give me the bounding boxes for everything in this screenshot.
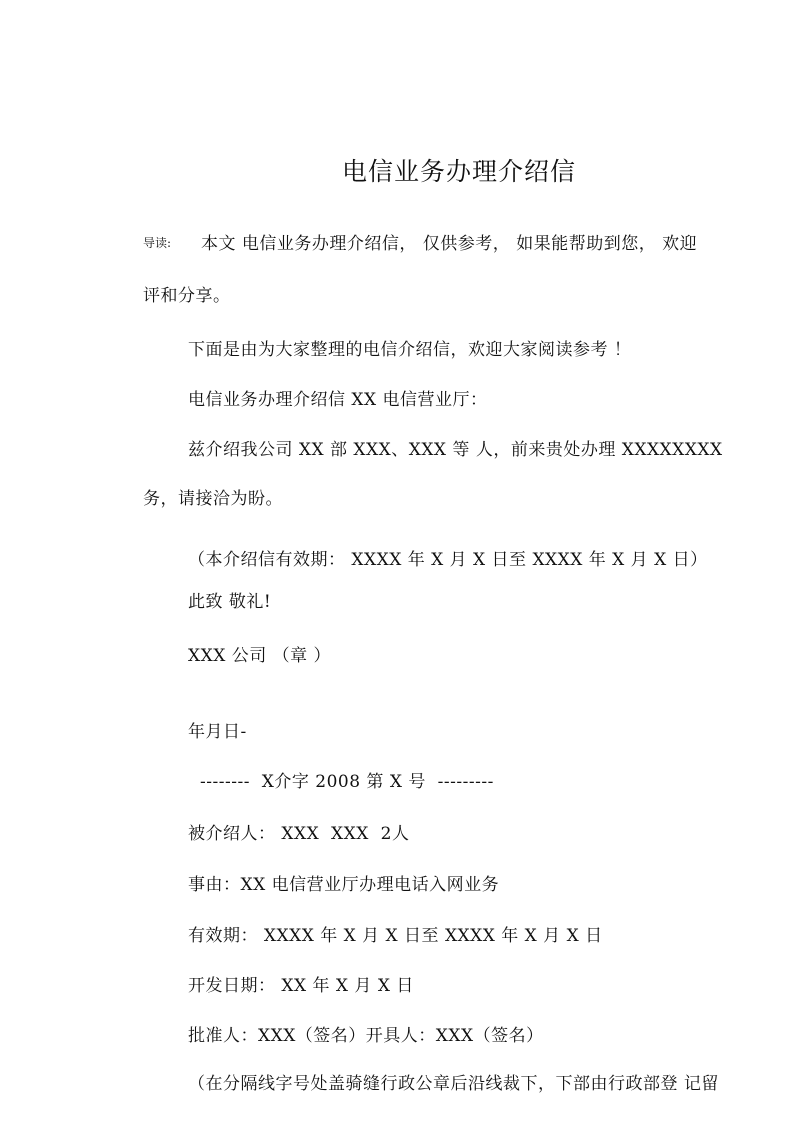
paragraph-line: 兹介绍我公司 XX 部 XXX、XXX 等 人，前来贵处办理 XXXXXXXX — [188, 440, 723, 460]
paragraph-line: 下面是由为大家整理的电信介绍信，欢迎大家阅读参考 ！ — [188, 340, 632, 360]
paragraph-line: 有效期： XXXX 年 X 月 X 日至 XXXX 年 X 月 X 日 — [188, 926, 603, 946]
paragraph-line: 被介绍人： XXX XXX 2人 — [188, 824, 410, 844]
paragraph-line: 本文 电信业务办理介绍信， 仅供参考， 如果能帮助到您， 欢迎 — [201, 234, 698, 254]
document-title: 电信业务办理介绍信 — [342, 157, 577, 186]
paragraph-line: 此致 敬礼! — [188, 592, 272, 612]
paragraph-line: XXX 公司 （章 ） — [188, 646, 332, 666]
paragraph-line: （在分隔线字号处盖骑缝行政公章后沿线裁下，下部由行政部登 记留 — [188, 1074, 719, 1094]
paragraph-line: 批准人：XXX（签名）开具人：XXX（签名） — [188, 1026, 544, 1046]
guide-label: 导读: — [143, 236, 172, 250]
paragraph-line: 年月日- — [188, 722, 247, 742]
paragraph-line: 评和分享。 — [143, 286, 231, 306]
paragraph-line: 务，请接洽为盼。 — [143, 489, 283, 509]
paragraph-line: （本介绍信有效期： XXXX 年 X 月 X 日至 XXXX 年 X 月 X 日） — [188, 550, 708, 570]
separator-line: -------- X介字 2008 第 X 号 --------- — [200, 772, 494, 792]
paragraph-line: 电信业务办理介绍信 XX 电信营业厅： — [188, 390, 488, 410]
paragraph-line: 开发日期： XX 年 X 月 X 日 — [188, 976, 414, 996]
paragraph-line: 事由：XX 电信营业厅办理电话入网业务 — [188, 875, 500, 895]
